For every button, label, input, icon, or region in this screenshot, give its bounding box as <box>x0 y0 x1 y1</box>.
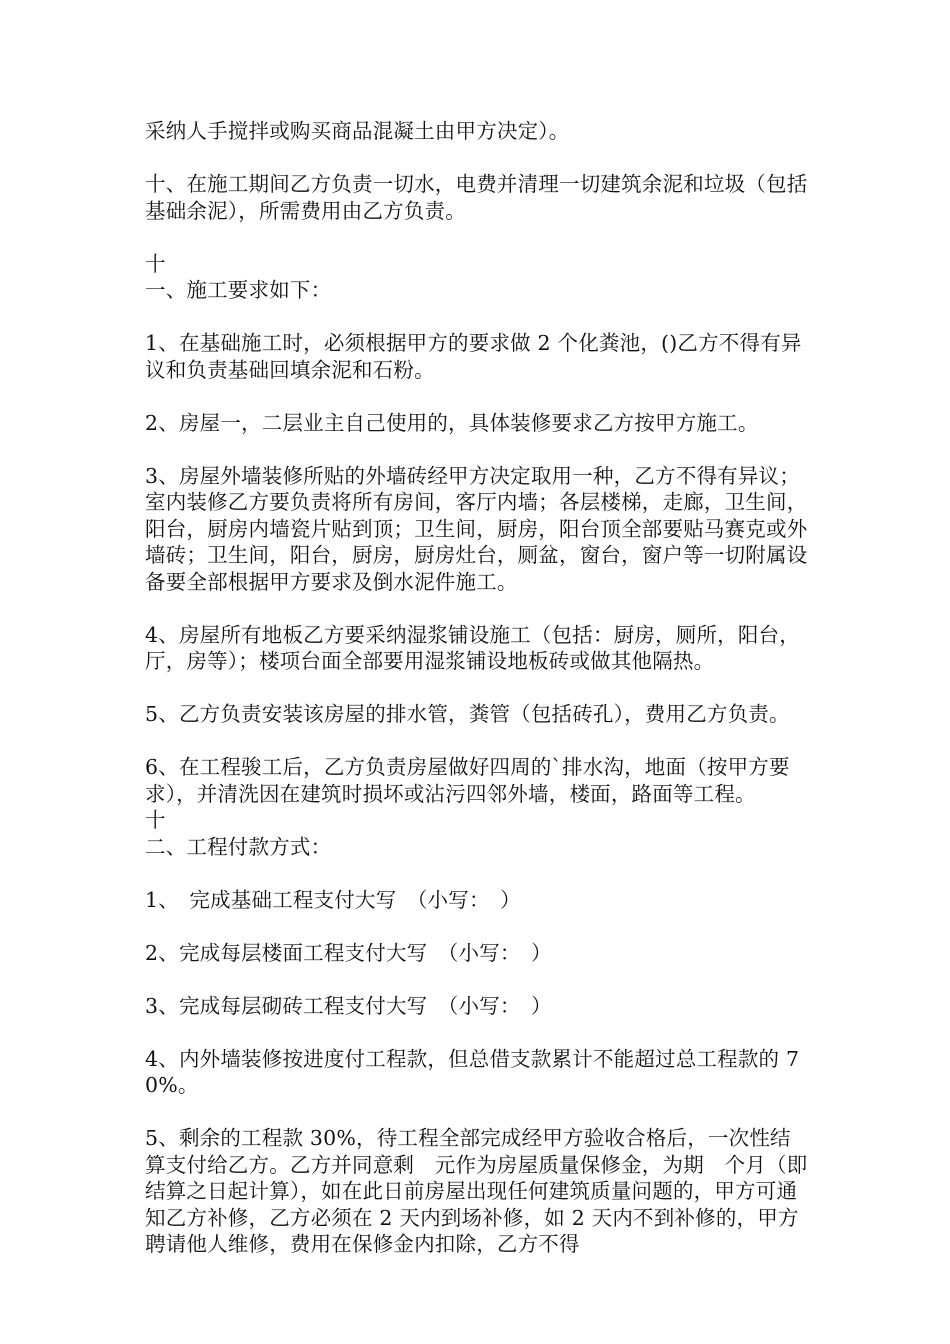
section-heading-construction-requirements: 一、施工要求如下： <box>145 278 332 302</box>
paragraph-payment-5: 5、剩余的工程款 30%，待工程全部完成经甲方验收合格后，一次性结算支付给乙方。乙方并同意剩 元作为房屋质量保修金，为期 个月（即结算之日起计算），如在此日前房屋出现任何建筑质量问题的，甲方可通知乙方补修，乙方必须在 2 天内到场补修，如 2 天内不到补修的，甲方聘请他人维修，费用在保修金内扣除，乙方不得 <box>145 1126 808 1256</box>
paragraph-requirement-2: 2、房屋一，二层业主自己使用的，具体装修要求乙方按甲方施工。 <box>145 410 759 435</box>
paragraph-concrete-decision: 采纳人手搅拌或购买商品混凝土由甲方决定）。 <box>145 119 570 143</box>
paragraph-requirement-6: 6、在工程骏工后，乙方负责房屋做好四周的`排水沟，地面（按甲方要求），并清洗因在建筑时损坏或沾污四邻外墙，楼面，路面等工程。 <box>145 755 790 806</box>
paragraph-requirement-3: 3、房屋外墙装修所贴的外墙砖经甲方决定取用一种，乙方不得有异议；室内装修乙方要负责将所有房间，客厅内墙；各层楼梯，走廊，卫生间，阳台，厨房内墙瓷片贴到顶；卫生间，厨房，阳台顶全部要贴马赛克或外墙砖；卫生间，阳台，厨房，厨房灶台，厕盆，窗台，窗户等一切附属设备要全部根据甲方要求及倒水泥件施工。 <box>145 463 808 594</box>
paragraph-payment-1: 1、 完成基础工程支付大写 （小写： ） <box>145 887 521 912</box>
paragraph-clause-10: 十、在施工期间乙方负责一切水，电费并清理一切建筑余泥和垃圾（包括基础余泥），所需费用由乙方负责。 <box>145 172 808 223</box>
paragraph-requirement-4: 4、房屋所有地板乙方要采纳湿浆铺设施工（包括：厨房，厕所，阳台，厅，房等）；楼项台面全部要用湿浆铺设地板砖或做其他隔热。 <box>145 622 800 673</box>
paragraph-payment-3: 3、完成每层砌砖工程支付大写 （小写： ） <box>145 993 552 1018</box>
section-number-11: 十 <box>145 251 166 276</box>
paragraph-requirement-1: 1、在基础施工时，必须根据甲方的要求做 2 个化粪池，()乙方不得有异议和负责基础回填余泥和石粉。 <box>145 331 802 382</box>
section-heading-payment-method: 二、工程付款方式： <box>145 834 332 859</box>
paragraph-payment-2: 2、完成每层楼面工程支付大写 （小写： ） <box>145 940 552 965</box>
document-body <box>145 118 810 1284</box>
paragraph-payment-4: 4、内外墙装修按进度付工程款，但总借支款累计不能超过总工程款的 70%。 <box>145 1046 800 1097</box>
paragraph-requirement-5: 5、乙方负责安装该房屋的排水管，粪管（包括砖孔），费用乙方负责。 <box>145 702 790 726</box>
section-number-12: 十 <box>145 808 166 832</box>
